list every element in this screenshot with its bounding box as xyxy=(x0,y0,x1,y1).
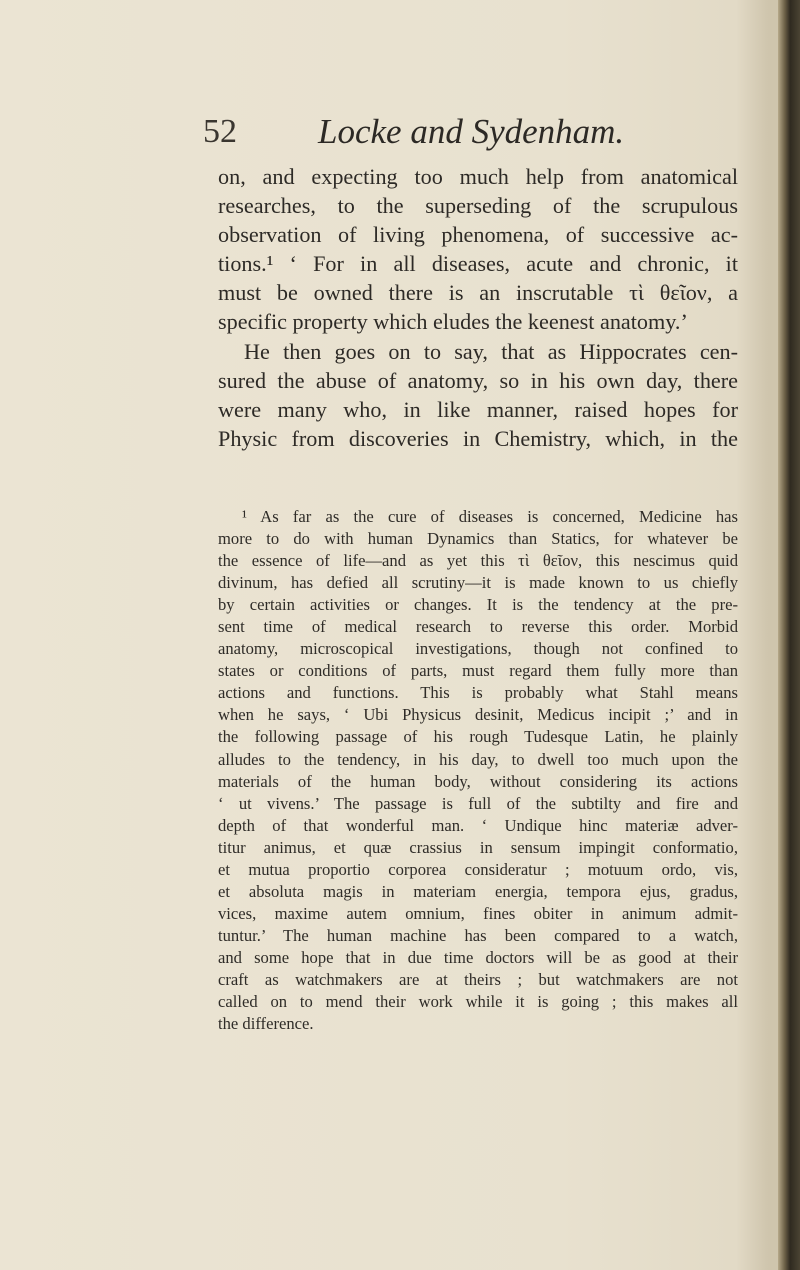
body-line: sured the abuse of anatomy, so in his own day, there xyxy=(218,367,738,393)
footnote-line: sent time of medical research to reverse this order. Morbid xyxy=(218,617,738,637)
body-line: must be owned there is an inscrutable τὶ θεῖον, a xyxy=(218,280,738,306)
body-line: observation of living phenomena, of successive ac- xyxy=(218,222,738,248)
footnote-line: et absoluta magis in materiam energia, tempora ejus, gradus, xyxy=(218,881,738,901)
footnote-line: anatomy, microscopical investigations, though not confined to xyxy=(218,639,738,659)
footnote xyxy=(218,506,738,1035)
page-number: 52 xyxy=(203,113,237,150)
footnote-line: the difference. xyxy=(218,1014,314,1034)
running-head xyxy=(0,112,800,162)
body-line: on, and expecting too much help from anatomical xyxy=(218,164,738,189)
footnote-line: titur animus, et quæ crassius in sensum impingit conformatio, xyxy=(218,837,738,857)
footnote-line: divinum, has defied all scrutiny—it is made known to us chiefly xyxy=(218,573,738,593)
footnote-line: by certain activities or changes. It is the tendency at the pre- xyxy=(218,595,738,615)
body-line: tions.¹ ‘ For in all diseases, acute and chronic, it xyxy=(218,251,738,277)
footnote-line: when he says, ‘ Ubi Physicus desinit, Medicus incipit ;’ and in xyxy=(218,705,738,725)
footnote-line: actions and functions. This is probably what Stahl means xyxy=(218,683,738,703)
running-title: Locke and Sydenham. xyxy=(318,112,625,151)
footnote-line: more to do with human Dynamics than Statics, for whatever be xyxy=(218,529,738,549)
body-line: specific property which eludes the keenest anatomy.’ xyxy=(218,309,688,335)
body-line: He then goes on to say, that as Hippocrates cen- xyxy=(244,338,738,364)
footnote-line: depth of that wonderful man. ‘ Undique hinc materiæ adver- xyxy=(218,815,738,835)
footnote-line: the essence of life—and as yet this τὶ θεῖον, this nescimus quid xyxy=(218,551,738,571)
footnote-line: called on to mend their work while it is going ; this makes all xyxy=(218,992,738,1012)
footnote-line: states or conditions of parts, must regard them fully more than xyxy=(218,661,738,681)
footnote-line: vices, maxime autem omnium, fines obiter in animum admit- xyxy=(218,903,738,923)
body-line: were many who, in like manner, raised hopes for xyxy=(218,396,738,422)
footnote-line: ¹ As far as the cure of diseases is concerned, Medicine has xyxy=(242,507,738,526)
footnote-line: tuntur.’ The human machine has been compared to a watch, xyxy=(218,925,738,945)
footnote-line: the following passage of his rough Tudesque Latin, he plainly xyxy=(218,727,738,747)
body-paragraphs xyxy=(218,162,738,453)
footnote-line: and some hope that in due time doctors will be as good at their xyxy=(218,947,738,967)
body-line: Physic from discoveries in Chemistry, which, in the xyxy=(218,425,738,451)
page-binding-edge xyxy=(778,0,800,1270)
footnote-line: ‘ ut vivens.’ The passage is full of the subtilty and fire and xyxy=(218,793,738,813)
footnote-line: et mutua proportio corporea consideratur ; motuum ordo, vis, xyxy=(218,859,738,879)
footnote-line: alludes to the tendency, in his day, to dwell too much upon the xyxy=(218,749,738,769)
body-line: researches, to the superseding of the scrupulous xyxy=(218,193,738,219)
footnote-line: materials of the human body, without considering its actions xyxy=(218,771,738,791)
footnote-line: craft as watchmakers are at theirs ; but watchmakers are not xyxy=(218,969,738,989)
